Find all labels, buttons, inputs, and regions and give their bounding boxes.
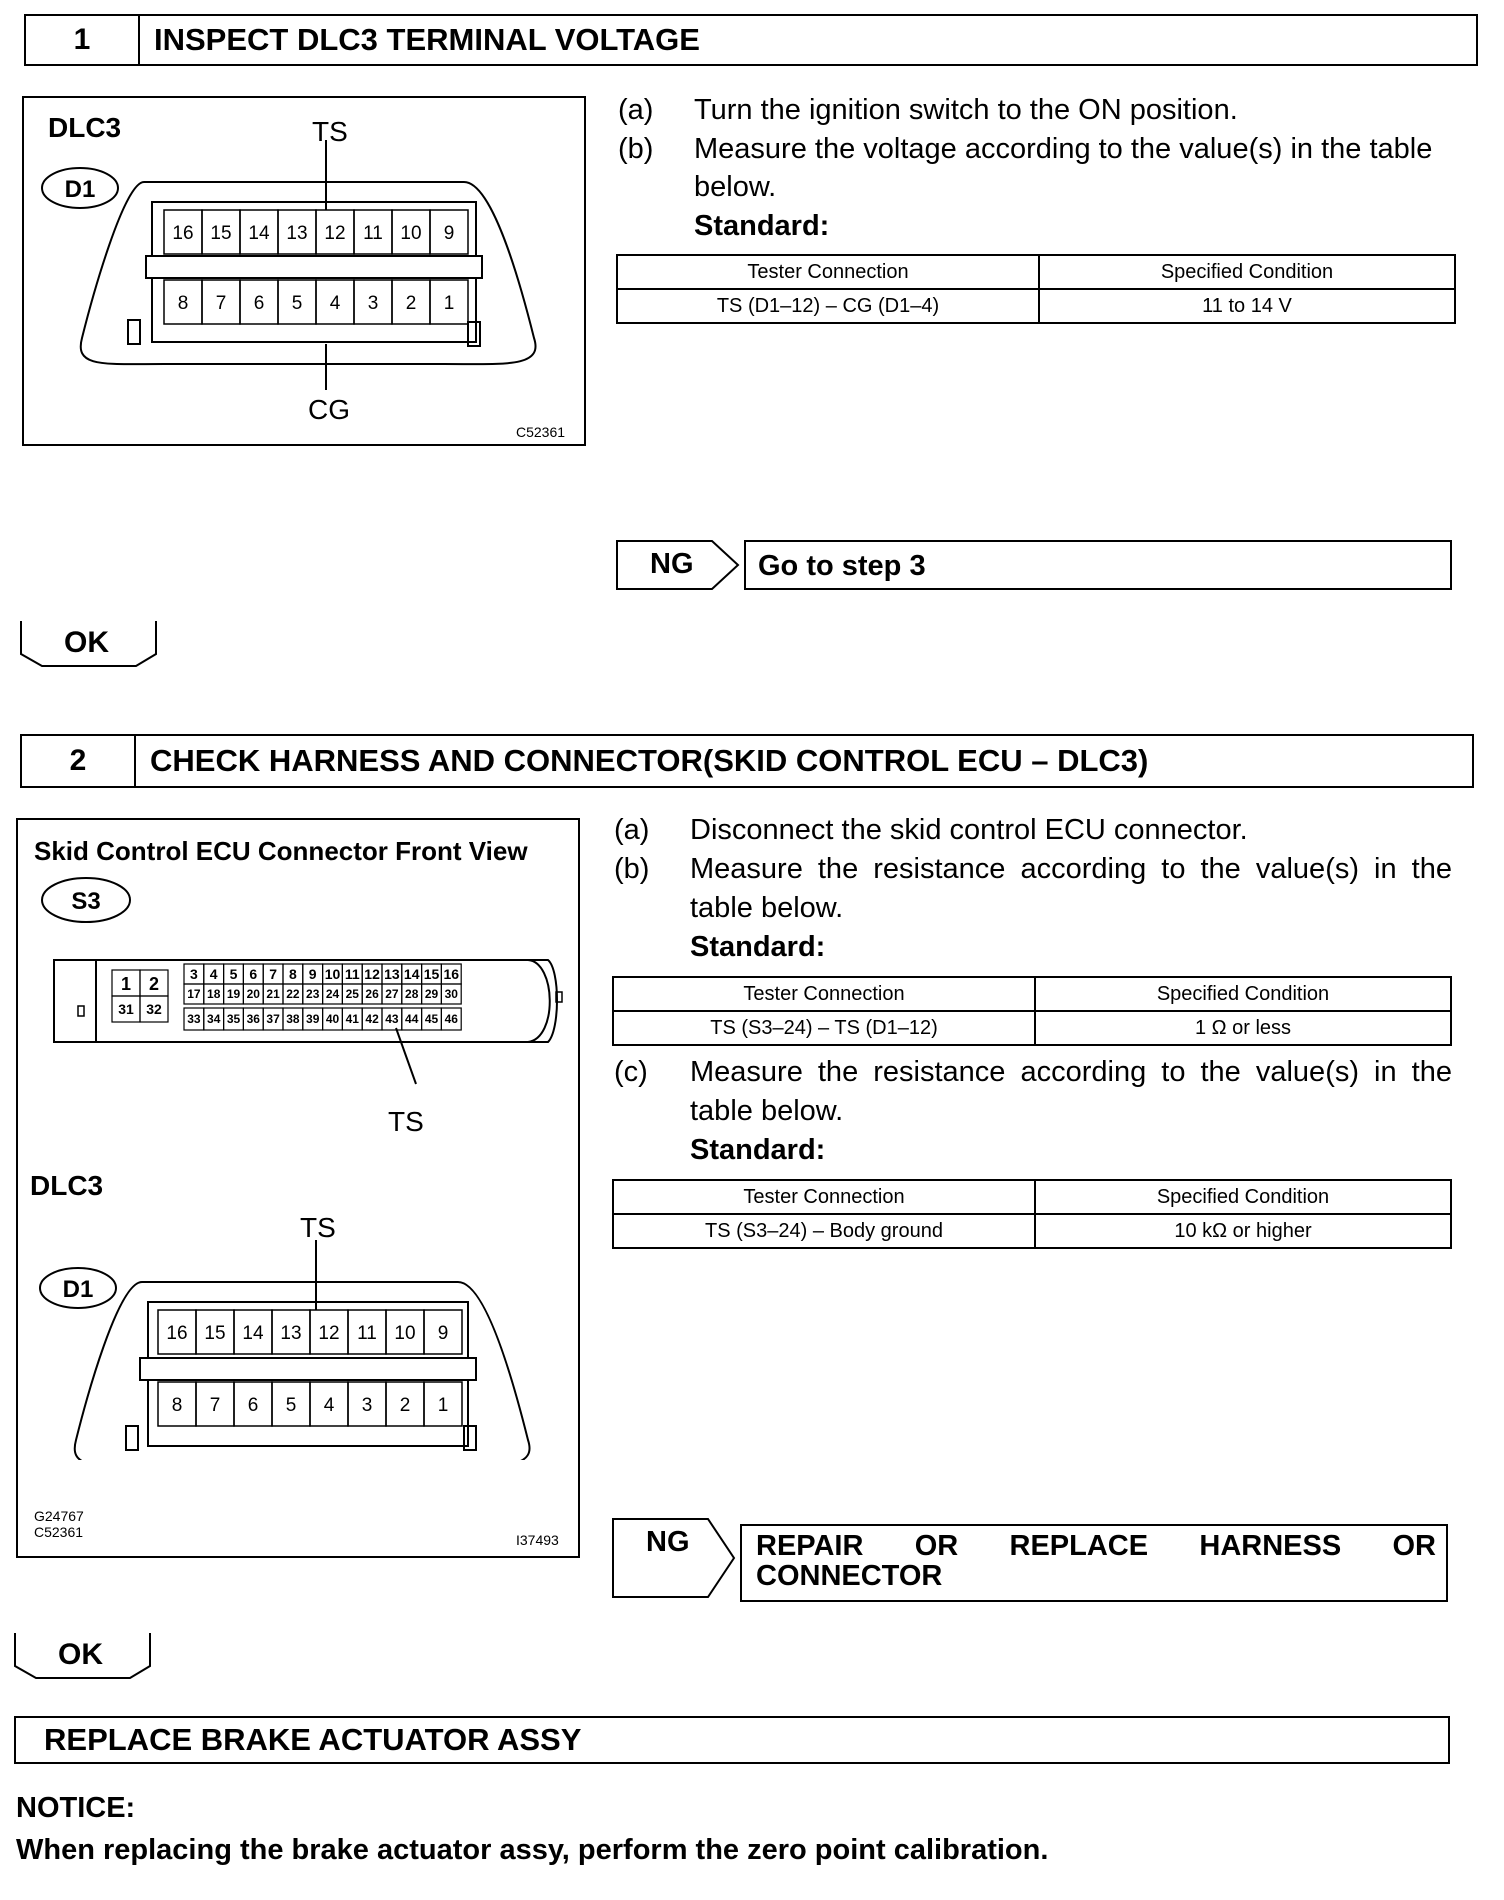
- ecu-pin-number: 39: [306, 1012, 320, 1026]
- ecu-pin-number: 44: [405, 1012, 419, 1026]
- step1-b-marker: (b): [618, 133, 654, 165]
- connector-pin-number: 15: [204, 1323, 226, 1344]
- ecu-pin-number: 32: [146, 1001, 162, 1017]
- ecu-pin-number: 18: [207, 987, 221, 1001]
- table-header: Tester Connection: [613, 1180, 1035, 1214]
- step2-a-text: Disconnect the skid control ECU connector.: [690, 814, 1248, 846]
- step1-number: 1: [26, 16, 140, 64]
- ng-action-word: OR: [914, 1530, 959, 1562]
- step2-figure: [16, 818, 580, 1558]
- ng-action-word: OR: [1392, 1530, 1436, 1562]
- connector-pin-number: 4: [323, 1395, 335, 1416]
- dlc3-label-2: DLC3: [30, 1170, 104, 1201]
- ng-label-2: NG: [646, 1526, 690, 1558]
- ecu-pin-number: 40: [325, 1012, 340, 1026]
- step2-c-line2: table below.: [690, 1095, 844, 1127]
- dlc3-label: DLC3: [48, 112, 122, 143]
- ecu-pin-number: 27: [385, 987, 399, 1001]
- table-cell: 11 to 14 V: [1039, 289, 1455, 323]
- step1-a-text: Turn the ignition switch to the ON position.: [694, 94, 1238, 126]
- figure-code-3: I37493: [516, 1532, 559, 1548]
- ecu-pin-number: 20: [246, 987, 260, 1001]
- dlc3-connector-diagram-2: [18, 1240, 578, 1460]
- ecu-pin-number: 41: [345, 1012, 359, 1026]
- ng-action-text: Go to step 3: [758, 550, 926, 582]
- table-header: Specified Condition: [1039, 255, 1455, 289]
- table-cell: TS (D1–12) – CG (D1–4): [617, 289, 1039, 323]
- connector-pin-number: 16: [166, 1323, 188, 1344]
- connector-pin-number: 11: [357, 1323, 377, 1344]
- svg-text:S3: S3: [71, 888, 101, 915]
- connector-pin-number: 12: [324, 223, 346, 244]
- ng-action-word: REPAIR: [756, 1530, 864, 1562]
- table-header: Specified Condition: [1035, 1180, 1451, 1214]
- ng-action-word: REPLACE: [1009, 1530, 1149, 1562]
- ecu-pin-number: 16: [443, 966, 460, 982]
- table-header: Specified Condition: [1035, 977, 1451, 1011]
- ecu-pin-number: 17: [187, 987, 201, 1001]
- notice-label: NOTICE:: [16, 1792, 136, 1824]
- connector-pin-number: 15: [210, 223, 232, 244]
- step1-header: [24, 14, 1478, 66]
- ecu-pin-number: 37: [266, 1012, 280, 1026]
- connector-pin-number: 2: [405, 293, 417, 314]
- step1-ok-tab: [20, 620, 160, 668]
- step2-ng-tab: [612, 1518, 736, 1598]
- ecu-pin-number: 1: [120, 974, 132, 994]
- step1-ng-tab: [616, 540, 740, 590]
- connector-pin-number: 3: [367, 293, 379, 314]
- ecu-pin-number: 28: [405, 987, 419, 1001]
- connector-pin-number: 16: [172, 223, 194, 244]
- table-header: Tester Connection: [617, 255, 1039, 289]
- connector-pin-number: 5: [285, 1395, 297, 1416]
- ecu-pin-number: 15: [423, 966, 440, 982]
- connector-pin-number: 7: [209, 1395, 221, 1416]
- step2-title: CHECK HARNESS AND CONNECTOR(SKID CONTROL ECU – DLC3): [150, 743, 1149, 778]
- ecu-pin-number: 31: [118, 1001, 134, 1017]
- connector-pin-number: 11: [363, 223, 383, 244]
- connector-pin-number: 4: [329, 293, 341, 314]
- connector-pin-number: 3: [361, 1395, 373, 1416]
- connector-pin-number: 10: [400, 223, 422, 244]
- table-row: [613, 1214, 1451, 1248]
- ecu-pin-number: 46: [444, 1012, 458, 1026]
- ecu-pin-number: 7: [269, 966, 277, 982]
- ecu-pin-number: 24: [325, 987, 340, 1001]
- ecu-ts-label: TS: [388, 1106, 424, 1137]
- dlc3-ts-label-2: TS: [300, 1212, 336, 1243]
- ecu-pin-number: 11: [344, 966, 360, 982]
- ecu-pin-number: 8: [289, 966, 297, 982]
- ok-label-2: OK: [58, 1638, 103, 1671]
- connector-pin-number: 6: [253, 293, 265, 314]
- table-row: [617, 289, 1455, 323]
- connector-pin-number: 5: [291, 293, 303, 314]
- connector-pin-number: 6: [247, 1395, 259, 1416]
- ecu-pin-number: 5: [229, 966, 238, 982]
- notice-text: When replacing the brake actuator assy, perform the zero point calibration.: [16, 1834, 1049, 1866]
- connector-pin-number: 2: [399, 1395, 411, 1416]
- step1-b-text-line1: Measure the voltage according to the value(s) in the table: [694, 133, 1433, 165]
- ecu-pin-number: 22: [286, 987, 300, 1001]
- figure-code: C52361: [516, 424, 566, 440]
- ecu-pin-number: 25: [345, 987, 359, 1001]
- ts-label: TS: [312, 116, 348, 147]
- table-cell: TS (S3–24) – TS (D1–12): [613, 1011, 1035, 1045]
- ecu-figure-title: Skid Control ECU Connector Front View: [34, 836, 528, 866]
- step1-standard-label: Standard:: [694, 210, 830, 242]
- connector-pin-number: 9: [437, 1323, 449, 1344]
- ecu-pin-number: 9: [308, 966, 317, 982]
- connector-pin-number: 14: [248, 223, 270, 244]
- ecu-pin-number: 42: [365, 1012, 379, 1026]
- step2-standard-table-1: [612, 976, 1452, 1046]
- step2-b-line1: Measure the resistance according to the value(s) in the: [690, 853, 1452, 885]
- step2-standard-label-2: Standard:: [690, 1134, 826, 1166]
- table-header-row: [613, 977, 1451, 1011]
- step1-title: INSPECT DLC3 TERMINAL VOLTAGE: [154, 22, 700, 57]
- figure-code-1: G24767: [34, 1508, 84, 1524]
- connector-pin-number: 8: [171, 1395, 183, 1416]
- svg-text:D1: D1: [62, 1276, 94, 1303]
- ecu-pin-number: 29: [424, 987, 439, 1001]
- step1-ng-action: [744, 540, 1452, 590]
- ecu-connector-diagram: [18, 820, 578, 1120]
- ecu-pin-number: 35: [226, 1012, 241, 1026]
- final-step-header: [14, 1716, 1450, 1764]
- step2-c-line1: Measure the resistance according to the value(s) in the: [690, 1056, 1452, 1088]
- ecu-pin-number: 30: [444, 987, 458, 1001]
- ecu-pin-number: 45: [424, 1012, 439, 1026]
- ecu-pin-number: 19: [226, 987, 241, 1001]
- ng-label: NG: [650, 548, 694, 580]
- ecu-pin-number: 36: [246, 1012, 260, 1026]
- connector-pin-number: 1: [437, 1395, 449, 1416]
- connector-pin-number: 14: [242, 1323, 264, 1344]
- ecu-pin-number: 4: [209, 966, 218, 982]
- ng-action-line2: CONNECTOR: [756, 1560, 943, 1592]
- step2-standard-table-2: [612, 1179, 1452, 1249]
- connector-pin-number: 8: [177, 293, 189, 314]
- table-cell: 1 Ω or less: [1035, 1011, 1451, 1045]
- step2-c-marker: (c): [614, 1056, 648, 1088]
- table-header: Tester Connection: [613, 977, 1035, 1011]
- connector-pin-number: 13: [286, 223, 308, 244]
- cg-label: CG: [308, 394, 350, 425]
- connector-pin-number: 10: [394, 1323, 416, 1344]
- connector-pin-number: 12: [318, 1323, 340, 1344]
- step2-number: 2: [22, 736, 136, 786]
- table-header-row: [613, 1180, 1451, 1214]
- ecu-pin-number: 23: [306, 987, 320, 1001]
- figure-code-2: C52361: [34, 1524, 84, 1540]
- connector-pin-number: 9: [443, 223, 455, 244]
- step2-b-marker: (b): [614, 853, 650, 885]
- ecu-pin-number: 13: [384, 966, 400, 982]
- ecu-pin-number: 38: [286, 1012, 300, 1026]
- connector-pin-number: 7: [215, 293, 227, 314]
- connector-pin-number: 1: [443, 293, 455, 314]
- step1-b-text-line2: below.: [694, 171, 777, 203]
- table-cell: TS (S3–24) – Body ground: [613, 1214, 1035, 1248]
- dlc3-connector-diagram: [24, 98, 584, 444]
- step1-figure: [22, 96, 586, 446]
- ecu-pin-number: 34: [207, 1012, 221, 1026]
- svg-text:D1: D1: [64, 176, 96, 203]
- ng-action-line1: [756, 1530, 1436, 1563]
- ecu-pin-number: 33: [187, 1012, 201, 1026]
- ecu-pin-number: 14: [403, 966, 420, 982]
- step2-b-line2: table below.: [690, 892, 844, 924]
- step2-ok-tab: [14, 1632, 154, 1680]
- ecu-pin-number: 3: [190, 966, 198, 982]
- step1-standard-table: [616, 254, 1456, 324]
- step2-header: [20, 734, 1474, 788]
- ecu-pin-number: 10: [324, 966, 341, 982]
- table-row: [613, 1011, 1451, 1045]
- final-step-title: REPLACE BRAKE ACTUATOR ASSY: [44, 1722, 582, 1757]
- ng-action-word: HARNESS: [1199, 1530, 1342, 1562]
- connector-pin-number: 13: [280, 1323, 302, 1344]
- step2-a-marker: (a): [614, 814, 650, 846]
- ok-label: OK: [64, 626, 109, 659]
- ecu-pin-number: 43: [385, 1012, 399, 1026]
- ecu-pin-number: 12: [364, 966, 380, 982]
- ecu-pin-number: 6: [249, 966, 258, 982]
- step2-ng-action: [740, 1524, 1448, 1602]
- ecu-pin-number: 21: [266, 987, 280, 1001]
- step2-standard-label-1: Standard:: [690, 931, 826, 963]
- step1-a-marker: (a): [618, 94, 654, 126]
- table-header-row: [617, 255, 1455, 289]
- ecu-pin-number: 26: [365, 987, 379, 1001]
- ecu-pin-number: 2: [148, 974, 160, 994]
- table-cell: 10 kΩ or higher: [1035, 1214, 1451, 1248]
